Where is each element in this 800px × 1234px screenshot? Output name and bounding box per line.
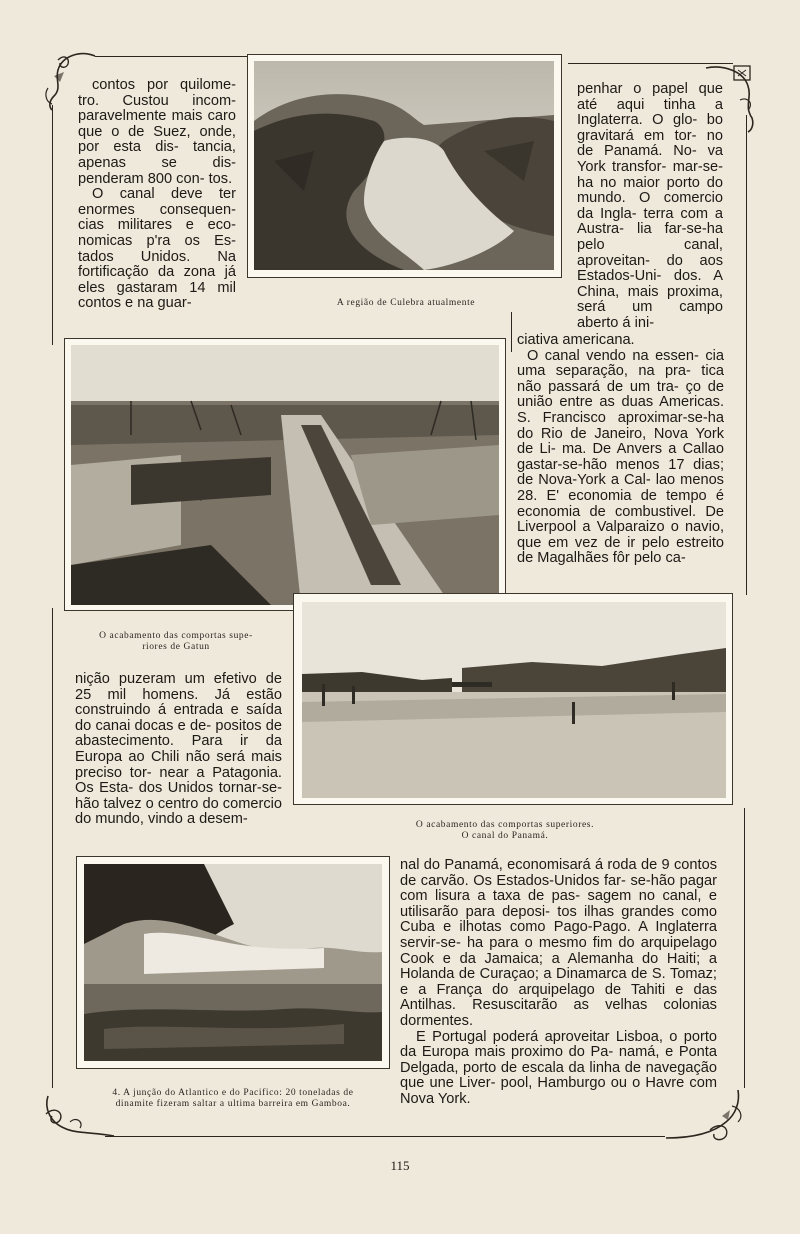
text-line: dos Unidos tornar-se-hão bbox=[75, 780, 282, 812]
text-line: do mundo, vindo a desem- bbox=[75, 811, 248, 828]
text-line: pool, Hamburgo ou o Havre com Nova bbox=[400, 1075, 717, 1107]
text-block-col-d bbox=[400, 858, 717, 1108]
photo-canal-water-image bbox=[302, 602, 726, 798]
text-line: tro. Custou incom- bbox=[78, 92, 236, 109]
text-line: nal do Panamá, economisará á roda de 9 bbox=[400, 857, 670, 873]
text-line: do aos Estados-Uni- bbox=[577, 252, 723, 285]
photo-culebra-frame bbox=[247, 54, 562, 278]
text-line: não será mais preciso tor- bbox=[75, 748, 282, 781]
text-line: onde, por esta dis- bbox=[78, 123, 236, 156]
text-line: a Valparaizo o navio, que bbox=[517, 519, 724, 551]
text-line: contos por quilome- bbox=[92, 77, 236, 93]
text-line: ço de união entre as duas bbox=[517, 378, 724, 411]
photo-lock-construction-image bbox=[71, 345, 499, 605]
photo-gamboa-frame bbox=[76, 856, 390, 1069]
text-line: Holanda de Curaçao; a Dinamarca de S. bbox=[400, 966, 666, 983]
text-line: tica não passará de um tra- bbox=[517, 363, 724, 395]
photo-explosion-smoke-image bbox=[84, 864, 382, 1061]
text-line: mar-se-ha no maior bbox=[577, 158, 723, 191]
text-line: campo aberto á ini- bbox=[577, 299, 723, 331]
caption-gatun-line1: O acabamento das comportas supe- bbox=[99, 631, 253, 641]
caption-canal-line2: O canal do Panamá. bbox=[461, 831, 549, 841]
text-line: Janeiro, Nova York de Li- bbox=[517, 425, 724, 458]
column-divider-rule bbox=[511, 312, 512, 352]
text-line: gastar-se-hão menos 17 bbox=[517, 456, 685, 473]
text-line: O canal deve ter bbox=[92, 186, 236, 203]
text-line: dos. A China, mais bbox=[577, 268, 723, 300]
text-line: canal, aproveitan- bbox=[577, 236, 723, 269]
text-line: penhar o papel bbox=[577, 81, 688, 97]
text-line: da linha de navegação que une Liver- bbox=[400, 1059, 717, 1092]
text-line: York. bbox=[437, 1090, 471, 1107]
photo-river-gorge-image bbox=[254, 61, 554, 270]
text-line: construindo á entrada e bbox=[75, 702, 239, 719]
frame-top-left-rule bbox=[95, 56, 247, 57]
text-line: o porto da Europa mais proximo do Pa- bbox=[400, 1028, 717, 1061]
text-line: caro que o de Suez, bbox=[78, 108, 236, 140]
col-a-para2 bbox=[78, 187, 236, 312]
text-line: enormes consequen- bbox=[78, 201, 236, 218]
text-line: combustivel. De Liverpool bbox=[517, 503, 724, 536]
text-line: como Pago-Pago. A Inglaterra servir-se- bbox=[400, 919, 717, 951]
text-line: ciativa americana. bbox=[517, 332, 635, 348]
text-line: nição puzeram um efetivo bbox=[75, 671, 257, 687]
text-line: penderam 800 con- bbox=[78, 170, 205, 187]
text-line: no de Panamá. No- bbox=[577, 127, 723, 160]
col-b-wide-line bbox=[517, 333, 724, 349]
text-line: E Portugal poderá aproveitar Lisboa, bbox=[416, 1028, 663, 1045]
text-line: fortificação da zona bbox=[78, 264, 216, 281]
text-line: near a Patagonia. Os Esta- bbox=[75, 764, 282, 797]
text-line: e da Jamaica; a Alemanha do Haiti; a bbox=[442, 950, 717, 967]
text-line: velhas colonias dormentes. bbox=[400, 997, 717, 1029]
text-line: bo gravitará em tor- bbox=[577, 112, 723, 144]
text-line: nomicas p'ra os Es- bbox=[78, 232, 236, 249]
page-number: 115 bbox=[390, 1158, 410, 1173]
caption-gamboa-line1: 4. A junção do Atlantico e do Pacifico: 20 toneladas de bbox=[112, 1088, 354, 1098]
text-line: de tempo é economia de bbox=[517, 487, 724, 520]
text-line: tancia, apenas se dis- bbox=[78, 139, 236, 171]
text-line: cias militares e eco- bbox=[78, 217, 236, 234]
text-line: dias; de Nova-York a Cal- bbox=[517, 456, 724, 489]
caption-culebra: A região de Culebra atualmente bbox=[336, 298, 476, 308]
text-line: ma. De Anvers a Callao bbox=[561, 441, 724, 458]
text-line: que até aqui tinha bbox=[577, 81, 723, 113]
text-line: cia uma separação, na pra- bbox=[517, 347, 724, 380]
text-line: de 25 mil homens. Já estão bbox=[75, 671, 282, 703]
text-line: aproximar-se-ha do Rio de bbox=[517, 409, 724, 442]
text-line: O canal vendo na essen- bbox=[527, 347, 699, 364]
frame-bottom-rule bbox=[105, 1136, 665, 1137]
text-line: terra com a Austra- bbox=[577, 205, 723, 238]
text-block-col-c bbox=[75, 672, 282, 828]
text-line: lao menos 28. E' economia bbox=[517, 472, 724, 504]
text-line: namá, e Ponta Delgada, porto de escala bbox=[400, 1044, 717, 1076]
text-line: porto do mundo. O bbox=[577, 174, 723, 207]
text-line: proxima, será um bbox=[577, 283, 723, 316]
text-line: ha para o mesmo fim do arquipelago Cook bbox=[400, 934, 717, 967]
text-block-col-b bbox=[577, 82, 723, 332]
col-b-para2 bbox=[517, 349, 724, 567]
text-line: positos de abastecimento. bbox=[75, 717, 283, 750]
text-block-col-a bbox=[78, 78, 236, 312]
text-line: tos. bbox=[208, 170, 233, 187]
text-line: contos de carvão. Os Estados-Unidos far- bbox=[400, 857, 717, 889]
text-line: já eles gastaram 14 bbox=[78, 264, 236, 296]
text-line: a Inglaterra. O glo- bbox=[577, 96, 723, 129]
caption-gatun-line2: riores de Gatun bbox=[142, 642, 210, 652]
frame-right-rule-lower bbox=[744, 808, 745, 1088]
frame-left-rule-upper bbox=[52, 105, 53, 345]
col-d-para1 bbox=[400, 858, 717, 1030]
text-block-col-b-wide bbox=[517, 333, 724, 567]
frame-right-rule-upper bbox=[746, 115, 747, 595]
frame-left-rule-lower bbox=[52, 608, 53, 1088]
text-line: Americas. S. Francisco bbox=[517, 394, 724, 426]
text-line: mil contos e na guar- bbox=[78, 279, 236, 312]
photo-canal-frame bbox=[293, 593, 733, 805]
col-d-para2 bbox=[400, 1030, 717, 1108]
text-line: lia far-se-ha pelo bbox=[577, 221, 723, 253]
text-line: Tahiti e das Antilhas. Resuscitarão as bbox=[400, 981, 717, 1014]
text-line: se-hão pagar com lisura a taxa de pas- bbox=[400, 872, 717, 905]
text-line: em vez de ir pelo estreito bbox=[548, 534, 724, 551]
text-line: de Magalhães fôr pelo ca- bbox=[517, 550, 686, 567]
text-line: comercio da Ingla- bbox=[577, 190, 723, 222]
text-line: paravelmente mais bbox=[78, 108, 203, 125]
photo-gatun-frame bbox=[64, 338, 506, 611]
text-line: saída do canai docas e de- bbox=[75, 702, 282, 734]
text-line: tados Unidos. Na bbox=[78, 248, 236, 265]
caption-gamboa-line2: dinamite fizeram saltar a ultima barreira em Gamboa. bbox=[115, 1099, 351, 1109]
text-line: sagem no canal, e utilisarão para deposi- bbox=[400, 888, 717, 920]
text-line: talvez o centro do comercio bbox=[103, 795, 283, 812]
text-line: tos ilhas grandes como Cuba e ilhotas bbox=[400, 903, 717, 936]
caption-canal-line1: O acabamento das comportas superiores. bbox=[415, 820, 595, 830]
text-line: Para ir da Europa ao Chili bbox=[75, 733, 282, 765]
col-a-para1 bbox=[78, 78, 236, 187]
text-line: Tomaz; e a França do arquipelago de bbox=[400, 966, 717, 998]
text-line: va York transfor- bbox=[577, 143, 723, 175]
